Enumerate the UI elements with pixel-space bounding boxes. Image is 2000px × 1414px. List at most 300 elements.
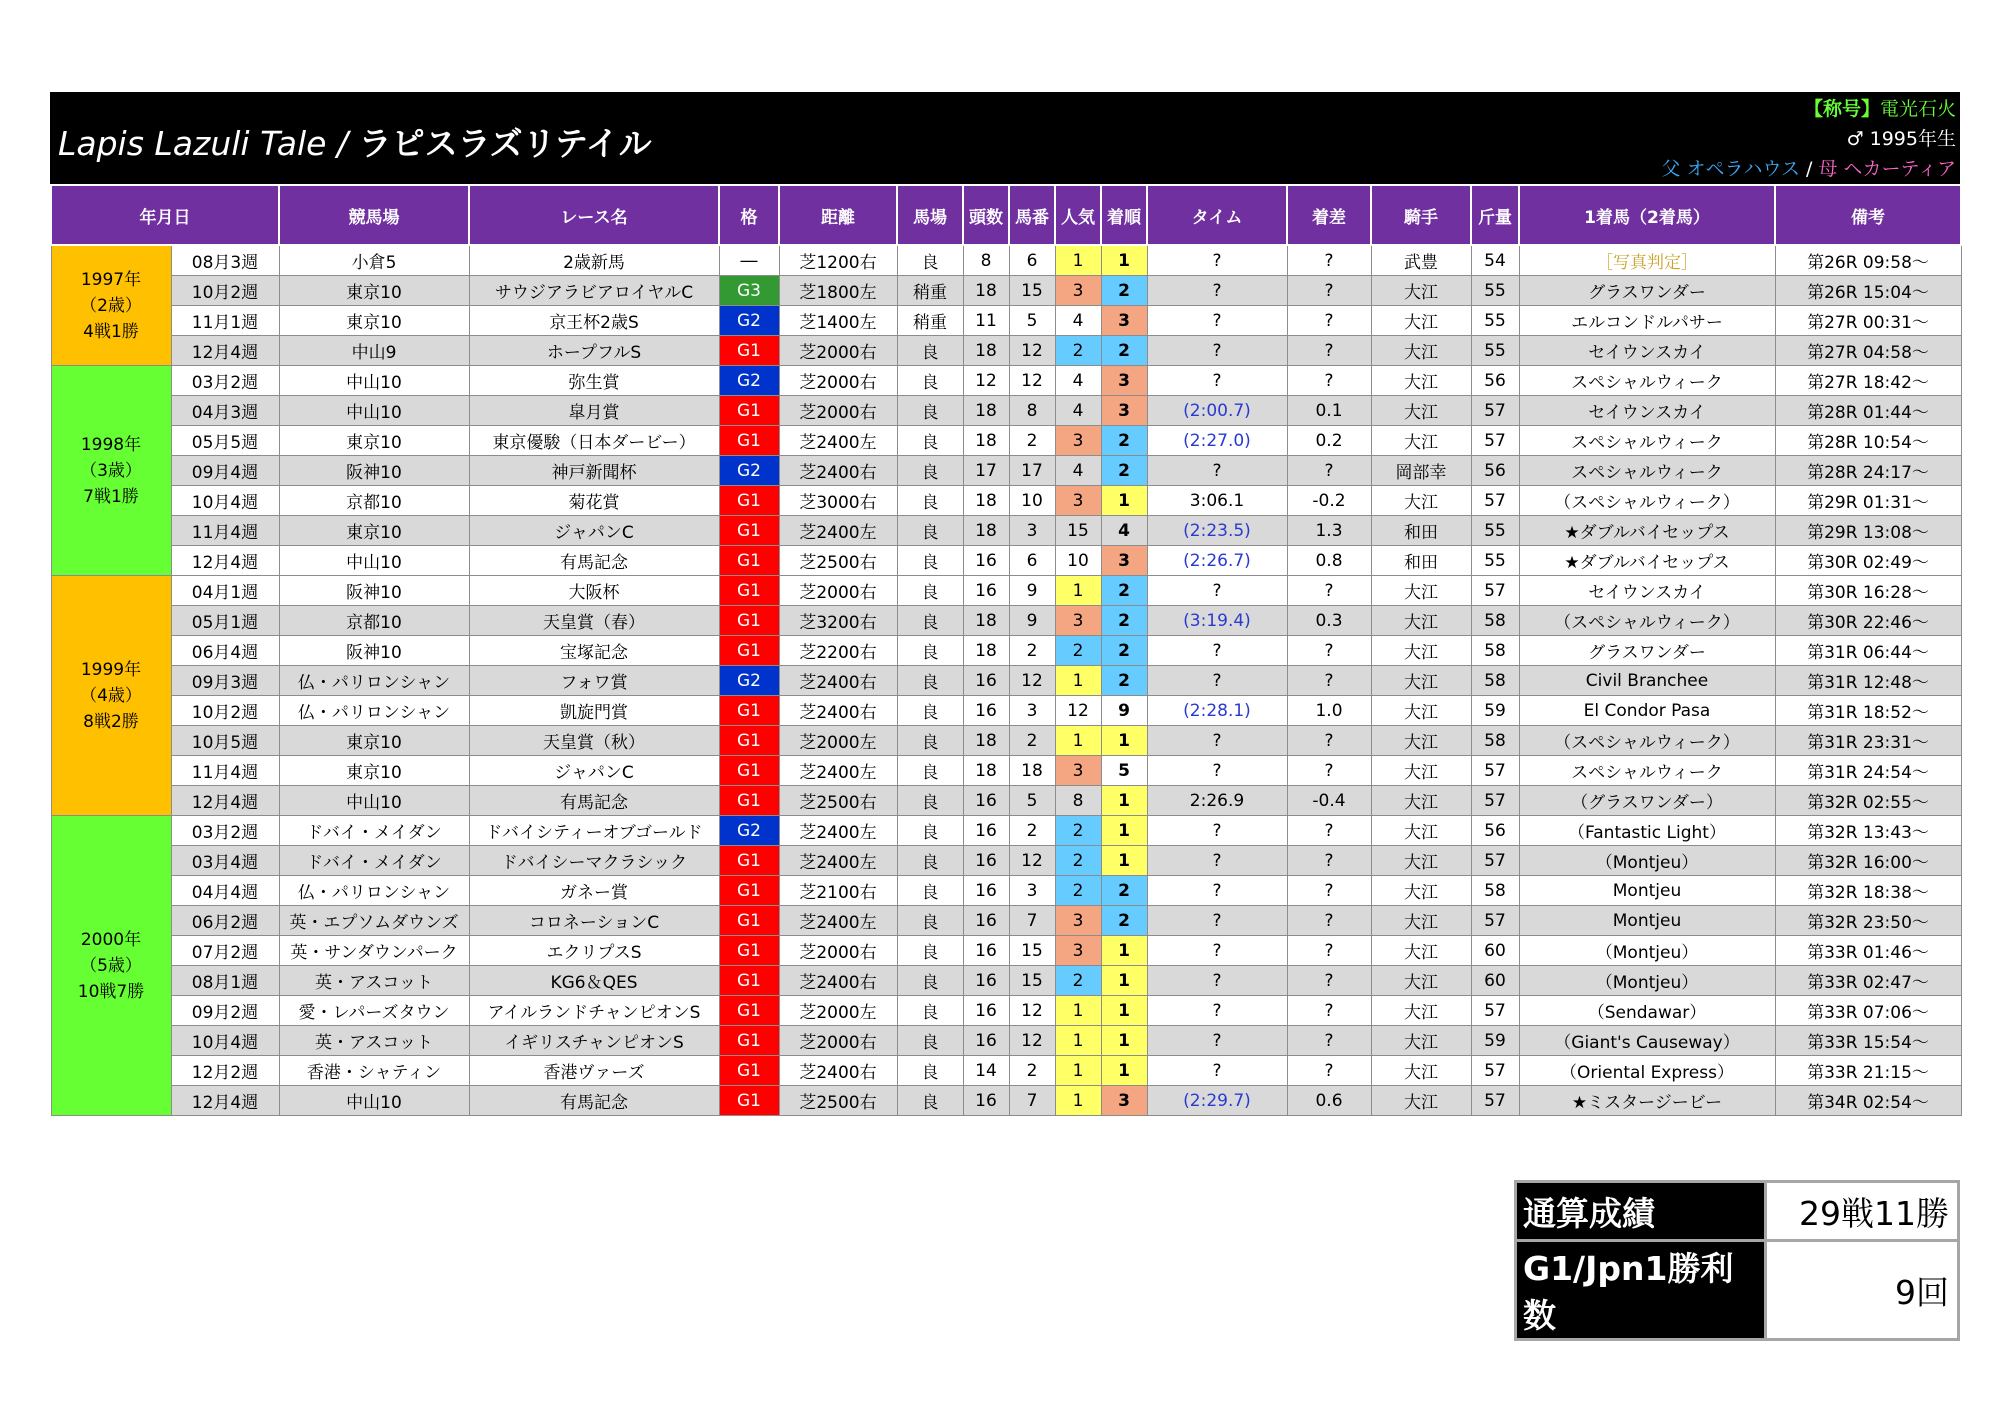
racecourse: 英・アスコット xyxy=(279,1026,469,1056)
race-row xyxy=(51,786,1961,816)
post-number: 15 xyxy=(1009,276,1055,306)
race-date: 09月4週 xyxy=(171,456,279,486)
post-number: 5 xyxy=(1009,786,1055,816)
race-row xyxy=(51,636,1961,666)
track-condition: 良 xyxy=(897,1056,963,1086)
finish-position: 2 xyxy=(1101,636,1147,666)
post-number: 5 xyxy=(1009,306,1055,336)
track-condition: 良 xyxy=(897,726,963,756)
jockey: 大江 xyxy=(1371,726,1471,756)
track-condition: 稍重 xyxy=(897,276,963,306)
nickname-label: 【称号】 xyxy=(1803,98,1880,120)
race-date: 06月4週 xyxy=(171,636,279,666)
remarks: 第32R 13:43～ xyxy=(1775,816,1961,846)
field-size: 16 xyxy=(963,996,1009,1026)
race-date: 10月2週 xyxy=(171,276,279,306)
track-condition: 良 xyxy=(897,576,963,606)
race-name: 有馬記念 xyxy=(469,786,719,816)
title-banner xyxy=(50,92,1960,184)
winner-name: （Giant's Causeway） xyxy=(1519,1026,1775,1056)
remarks: 第31R 12:48～ xyxy=(1775,666,1961,696)
season-line2: （4歳） xyxy=(80,685,142,706)
finish-position: 3 xyxy=(1101,1086,1147,1116)
race-grade: G1 xyxy=(719,726,779,756)
weight: 54 xyxy=(1471,245,1519,276)
finish-position: 2 xyxy=(1101,906,1147,936)
distance: 芝3000右 xyxy=(779,486,897,516)
race-date: 05月5週 xyxy=(171,426,279,456)
remarks: 第30R 02:49～ xyxy=(1775,546,1961,576)
weight: 55 xyxy=(1471,306,1519,336)
race-row xyxy=(51,966,1961,996)
weight: 59 xyxy=(1471,1026,1519,1056)
remarks: 第29R 13:08～ xyxy=(1775,516,1961,546)
jockey: 大江 xyxy=(1371,786,1471,816)
track-condition: 良 xyxy=(897,1026,963,1056)
race-time: ? xyxy=(1147,846,1287,876)
finish-position: 4 xyxy=(1101,516,1147,546)
race-date: 11月4週 xyxy=(171,756,279,786)
column-header: タイム xyxy=(1147,185,1287,245)
post-number: 12 xyxy=(1009,1026,1055,1056)
racecourse: 阪神10 xyxy=(279,576,469,606)
popularity: 3 xyxy=(1055,426,1101,456)
finish-position: 2 xyxy=(1101,666,1147,696)
column-header: 馬番 xyxy=(1009,185,1055,245)
finish-position: 1 xyxy=(1101,726,1147,756)
weight: 57 xyxy=(1471,1086,1519,1116)
field-size: 11 xyxy=(963,306,1009,336)
racecourse: 東京10 xyxy=(279,306,469,336)
column-header: 着差 xyxy=(1287,185,1371,245)
weight: 58 xyxy=(1471,876,1519,906)
race-row xyxy=(51,276,1961,306)
track-condition: 良 xyxy=(897,696,963,726)
racecourse: 東京10 xyxy=(279,426,469,456)
race-grade: G1 xyxy=(719,756,779,786)
jockey: 大江 xyxy=(1371,486,1471,516)
race-date: 04月3週 xyxy=(171,396,279,426)
winner-name: （スペシャルウィーク） xyxy=(1519,726,1775,756)
track-condition: 良 xyxy=(897,876,963,906)
finish-position: 3 xyxy=(1101,306,1147,336)
remarks: 第30R 16:28～ xyxy=(1775,576,1961,606)
race-name: 2歳新馬 xyxy=(469,245,719,276)
finish-position: 1 xyxy=(1101,786,1147,816)
popularity: 15 xyxy=(1055,516,1101,546)
distance: 芝2400左 xyxy=(779,846,897,876)
race-name: 宝塚記念 xyxy=(469,636,719,666)
race-results-table xyxy=(50,184,1962,1116)
race-time: ? xyxy=(1147,966,1287,996)
racecourse: 英・アスコット xyxy=(279,966,469,996)
race-time: ? xyxy=(1147,336,1287,366)
winner-name: ［写真判定］ xyxy=(1519,245,1775,276)
margin: ? xyxy=(1287,336,1371,366)
margin: ? xyxy=(1287,666,1371,696)
column-header: レース名 xyxy=(469,185,719,245)
field-size: 18 xyxy=(963,726,1009,756)
race-name: ドバイシティーオブゴールド xyxy=(469,816,719,846)
weight: 57 xyxy=(1471,486,1519,516)
post-number: 7 xyxy=(1009,906,1055,936)
winner-name: スペシャルウィーク xyxy=(1519,426,1775,456)
race-name: コロネーションC xyxy=(469,906,719,936)
margin: ? xyxy=(1287,366,1371,396)
distance: 芝2000右 xyxy=(779,396,897,426)
margin: ? xyxy=(1287,576,1371,606)
career-summary xyxy=(1514,1180,1960,1341)
column-header: 距離 xyxy=(779,185,897,245)
sire: 父 オペラハウス xyxy=(1661,158,1800,180)
race-time: ? xyxy=(1147,726,1287,756)
race-name: イギリスチャンピオンS xyxy=(469,1026,719,1056)
race-record-sheet xyxy=(50,92,1960,1116)
finish-position: 3 xyxy=(1101,366,1147,396)
jockey: 大江 xyxy=(1371,576,1471,606)
horse-title xyxy=(58,118,652,165)
racecourse: 香港・シャティン xyxy=(279,1056,469,1086)
race-time: ? xyxy=(1147,666,1287,696)
remarks: 第33R 07:06～ xyxy=(1775,996,1961,1026)
race-row xyxy=(51,516,1961,546)
remarks: 第29R 01:31～ xyxy=(1775,486,1961,516)
margin: ? xyxy=(1287,1026,1371,1056)
race-date: 10月4週 xyxy=(171,486,279,516)
winner-name: グラスワンダー xyxy=(1519,276,1775,306)
winner-name: （Montjeu） xyxy=(1519,846,1775,876)
race-row xyxy=(51,1026,1961,1056)
race-row xyxy=(51,876,1961,906)
margin: 0.6 xyxy=(1287,1086,1371,1116)
post-number: 15 xyxy=(1009,966,1055,996)
remarks: 第34R 02:54～ xyxy=(1775,1086,1961,1116)
distance: 芝1200右 xyxy=(779,245,897,276)
winner-name: ★ダブルバイセップス xyxy=(1519,516,1775,546)
jockey: 和田 xyxy=(1371,546,1471,576)
jockey: 大江 xyxy=(1371,306,1471,336)
finish-position: 2 xyxy=(1101,336,1147,366)
racecourse: 中山10 xyxy=(279,396,469,426)
field-size: 16 xyxy=(963,816,1009,846)
race-time: ? xyxy=(1147,876,1287,906)
race-name: ジャパンC xyxy=(469,756,719,786)
margin: ? xyxy=(1287,306,1371,336)
column-header: 年月日 xyxy=(51,185,279,245)
weight: 57 xyxy=(1471,396,1519,426)
post-number: 15 xyxy=(1009,936,1055,966)
race-row xyxy=(51,546,1961,576)
race-time: ? xyxy=(1147,366,1287,396)
field-size: 18 xyxy=(963,336,1009,366)
track-condition: 良 xyxy=(897,816,963,846)
field-size: 16 xyxy=(963,786,1009,816)
racecourse: 英・エプソムダウンズ xyxy=(279,906,469,936)
race-name: 皐月賞 xyxy=(469,396,719,426)
margin: ? xyxy=(1287,966,1371,996)
distance: 芝2500右 xyxy=(779,1086,897,1116)
race-date: 09月2週 xyxy=(171,996,279,1026)
season-line1: 2000年 xyxy=(80,929,142,950)
finish-position: 1 xyxy=(1101,816,1147,846)
post-number: 9 xyxy=(1009,576,1055,606)
race-row xyxy=(51,666,1961,696)
track-condition: 良 xyxy=(897,245,963,276)
margin: 0.2 xyxy=(1287,426,1371,456)
jockey: 大江 xyxy=(1371,936,1471,966)
pedigree xyxy=(1662,154,1957,181)
race-name: 香港ヴァーズ xyxy=(469,1056,719,1086)
jockey: 大江 xyxy=(1371,336,1471,366)
season-line2: （3歳） xyxy=(80,460,142,481)
winner-name: （Montjeu） xyxy=(1519,936,1775,966)
total-record-value: 29戦11勝 xyxy=(1766,1182,1959,1241)
race-name: 凱旋門賞 xyxy=(469,696,719,726)
field-size: 16 xyxy=(963,666,1009,696)
popularity: 4 xyxy=(1055,366,1101,396)
race-row xyxy=(51,996,1961,1026)
popularity: 2 xyxy=(1055,816,1101,846)
winner-name: ★ダブルバイセップス xyxy=(1519,546,1775,576)
distance: 芝2000右 xyxy=(779,936,897,966)
season-line2: （5歳） xyxy=(80,955,142,976)
field-size: 18 xyxy=(963,276,1009,306)
remarks: 第32R 18:38～ xyxy=(1775,876,1961,906)
distance: 芝2400左 xyxy=(779,426,897,456)
finish-position: 1 xyxy=(1101,966,1147,996)
winner-name: El Condor Pasa xyxy=(1519,696,1775,726)
winner-name: Montjeu xyxy=(1519,876,1775,906)
race-row xyxy=(51,426,1961,456)
post-number: 12 xyxy=(1009,996,1055,1026)
margin: ? xyxy=(1287,456,1371,486)
race-row xyxy=(51,696,1961,726)
track-condition: 良 xyxy=(897,996,963,1026)
field-size: 18 xyxy=(963,636,1009,666)
track-condition: 良 xyxy=(897,396,963,426)
race-name: 有馬記念 xyxy=(469,546,719,576)
column-header: 格 xyxy=(719,185,779,245)
popularity: 2 xyxy=(1055,636,1101,666)
popularity: 2 xyxy=(1055,876,1101,906)
summary-row-total xyxy=(1516,1182,1959,1241)
winner-name: ★ミスタージービー xyxy=(1519,1086,1775,1116)
column-header: 1着馬（2着馬） xyxy=(1519,185,1775,245)
margin: 1.0 xyxy=(1287,696,1371,726)
column-header: 馬場 xyxy=(897,185,963,245)
margin: -0.2 xyxy=(1287,486,1371,516)
race-time: ? xyxy=(1147,245,1287,276)
racecourse: ドバイ・メイダン xyxy=(279,816,469,846)
racecourse: 東京10 xyxy=(279,516,469,546)
winner-name: セイウンスカイ xyxy=(1519,336,1775,366)
track-condition: 稍重 xyxy=(897,306,963,336)
weight: 57 xyxy=(1471,996,1519,1026)
margin: ? xyxy=(1287,876,1371,906)
race-row xyxy=(51,1086,1961,1116)
jockey: 大江 xyxy=(1371,666,1471,696)
margin: -0.4 xyxy=(1287,786,1371,816)
column-header: 備考 xyxy=(1775,185,1961,245)
distance: 芝1800左 xyxy=(779,276,897,306)
winner-name: セイウンスカイ xyxy=(1519,396,1775,426)
post-number: 3 xyxy=(1009,516,1055,546)
popularity: 3 xyxy=(1055,756,1101,786)
popularity: 4 xyxy=(1055,306,1101,336)
weight: 56 xyxy=(1471,816,1519,846)
season-line1: 1999年 xyxy=(80,659,142,680)
popularity: 2 xyxy=(1055,966,1101,996)
race-time: ? xyxy=(1147,816,1287,846)
race-name: サウジアラビアロイヤルC xyxy=(469,276,719,306)
remarks: 第28R 10:54～ xyxy=(1775,426,1961,456)
race-date: 11月4週 xyxy=(171,516,279,546)
column-header: 着順 xyxy=(1101,185,1147,245)
distance: 芝2400右 xyxy=(779,456,897,486)
winner-name: スペシャルウィーク xyxy=(1519,366,1775,396)
racecourse: 英・サンダウンパーク xyxy=(279,936,469,966)
nickname-value: 電光石火 xyxy=(1879,98,1956,120)
jockey: 大江 xyxy=(1371,366,1471,396)
distance: 芝2400左 xyxy=(779,516,897,546)
distance: 芝2200右 xyxy=(779,636,897,666)
jockey: 大江 xyxy=(1371,876,1471,906)
field-size: 18 xyxy=(963,396,1009,426)
race-time: ? xyxy=(1147,936,1287,966)
winner-name: （Oriental Express） xyxy=(1519,1056,1775,1086)
weight: 55 xyxy=(1471,516,1519,546)
post-number: 10 xyxy=(1009,486,1055,516)
race-time: ? xyxy=(1147,306,1287,336)
distance: 芝2400右 xyxy=(779,1056,897,1086)
race-date: 06月2週 xyxy=(171,906,279,936)
finish-position: 1 xyxy=(1101,1056,1147,1086)
race-grade: G1 xyxy=(719,696,779,726)
race-name: 大阪杯 xyxy=(469,576,719,606)
racecourse: 愛・レパーズタウン xyxy=(279,996,469,1026)
finish-position: 2 xyxy=(1101,876,1147,906)
horse-name-en: Lapis Lazuli Tale xyxy=(58,124,327,163)
race-row xyxy=(51,456,1961,486)
weight: 60 xyxy=(1471,966,1519,996)
racecourse: 京都10 xyxy=(279,486,469,516)
margin: ? xyxy=(1287,756,1371,786)
popularity: 2 xyxy=(1055,336,1101,366)
field-size: 18 xyxy=(963,756,1009,786)
finish-position: 2 xyxy=(1101,576,1147,606)
popularity: 4 xyxy=(1055,456,1101,486)
race-name: ホープフルS xyxy=(469,336,719,366)
remarks: 第27R 00:31～ xyxy=(1775,306,1961,336)
weight: 57 xyxy=(1471,1056,1519,1086)
distance: 芝2000右 xyxy=(779,336,897,366)
jockey: 大江 xyxy=(1371,606,1471,636)
race-grade: G1 xyxy=(719,336,779,366)
race-date: 12月4週 xyxy=(171,786,279,816)
field-size: 16 xyxy=(963,936,1009,966)
field-size: 16 xyxy=(963,696,1009,726)
race-date: 03月2週 xyxy=(171,366,279,396)
racecourse: 小倉5 xyxy=(279,245,469,276)
jockey: 大江 xyxy=(1371,276,1471,306)
jockey: 大江 xyxy=(1371,996,1471,1026)
race-grade: G2 xyxy=(719,666,779,696)
jockey: 岡部幸 xyxy=(1371,456,1471,486)
weight: 57 xyxy=(1471,906,1519,936)
distance: 芝2400右 xyxy=(779,696,897,726)
remarks: 第32R 16:00～ xyxy=(1775,846,1961,876)
jockey: 大江 xyxy=(1371,396,1471,426)
finish-position: 2 xyxy=(1101,456,1147,486)
post-number: 9 xyxy=(1009,606,1055,636)
finish-position: 1 xyxy=(1101,846,1147,876)
field-size: 18 xyxy=(963,426,1009,456)
winner-name: （Sendawar） xyxy=(1519,996,1775,1026)
race-date: 12月4週 xyxy=(171,336,279,366)
race-time: (2:27.0) xyxy=(1147,426,1287,456)
race-name: エクリプスS xyxy=(469,936,719,966)
race-time: ? xyxy=(1147,636,1287,666)
race-row xyxy=(51,906,1961,936)
field-size: 16 xyxy=(963,576,1009,606)
field-size: 18 xyxy=(963,486,1009,516)
field-size: 14 xyxy=(963,1056,1009,1086)
winner-name: （スペシャルウィーク） xyxy=(1519,606,1775,636)
jockey: 大江 xyxy=(1371,966,1471,996)
race-name: KG6＆QES xyxy=(469,966,719,996)
popularity: 1 xyxy=(1055,245,1101,276)
margin: ? xyxy=(1287,906,1371,936)
jockey: 大江 xyxy=(1371,816,1471,846)
jockey: 和田 xyxy=(1371,516,1471,546)
field-size: 16 xyxy=(963,906,1009,936)
track-condition: 良 xyxy=(897,756,963,786)
winner-name: （グラスワンダー） xyxy=(1519,786,1775,816)
post-number: 12 xyxy=(1009,336,1055,366)
race-date: 03月2週 xyxy=(171,816,279,846)
weight: 60 xyxy=(1471,936,1519,966)
track-condition: 良 xyxy=(897,516,963,546)
jockey: 大江 xyxy=(1371,696,1471,726)
total-record-label: 通算成績 xyxy=(1516,1182,1766,1241)
jockey: 大江 xyxy=(1371,756,1471,786)
race-time: ? xyxy=(1147,576,1287,606)
post-number: 2 xyxy=(1009,726,1055,756)
season-cell xyxy=(51,366,171,576)
winner-name: Civil Branchee xyxy=(1519,666,1775,696)
remarks: 第32R 23:50～ xyxy=(1775,906,1961,936)
race-time: ? xyxy=(1147,1026,1287,1056)
winner-name: セイウンスカイ xyxy=(1519,576,1775,606)
track-condition: 良 xyxy=(897,366,963,396)
race-row xyxy=(51,846,1961,876)
distance: 芝2000左 xyxy=(779,726,897,756)
popularity: 10 xyxy=(1055,546,1101,576)
race-date: 07月2週 xyxy=(171,936,279,966)
race-name: ガネー賞 xyxy=(469,876,719,906)
race-date: 04月4週 xyxy=(171,876,279,906)
racecourse: 中山10 xyxy=(279,366,469,396)
track-condition: 良 xyxy=(897,426,963,456)
distance: 芝2500右 xyxy=(779,786,897,816)
field-size: 16 xyxy=(963,846,1009,876)
margin: ? xyxy=(1287,846,1371,876)
field-size: 16 xyxy=(963,546,1009,576)
post-number: 12 xyxy=(1009,666,1055,696)
track-condition: 良 xyxy=(897,666,963,696)
weight: 55 xyxy=(1471,276,1519,306)
weight: 57 xyxy=(1471,846,1519,876)
